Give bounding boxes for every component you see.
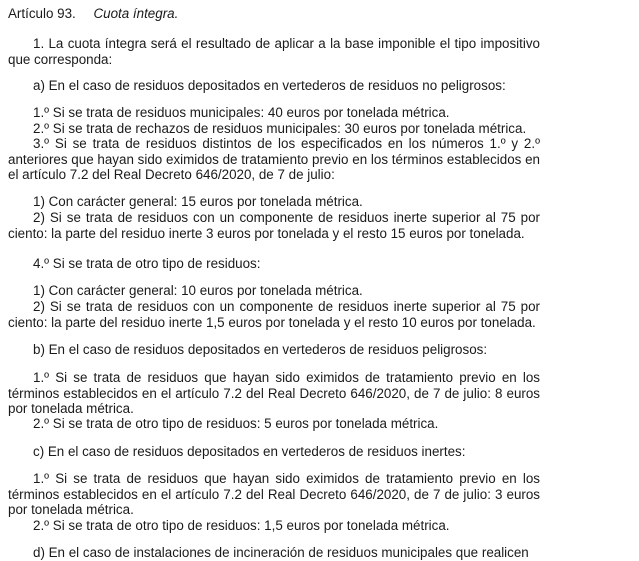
item-b-2: 2.º Si se trata de otro tipo de residuos: 5 euros por tonelada métrica.	[33, 416, 439, 431]
item-a-4-2: 2) Si se trata de residuos con un componente de residuos inerte superior al 75 por ciento: la parte del residuo inerte 1,5 euros por tonelada y el resto 10 euros por tonelada.	[8, 299, 540, 330]
article-number: Artículo 93.	[8, 6, 76, 21]
item-a-4: 4.º Si se trata de otro tipo de residuos:	[33, 256, 261, 271]
paragraph-d: d) En el caso de instalaciones de incineración de residuos municipales que realicen	[33, 545, 529, 560]
article-heading	[8, 6, 540, 22]
item-a-2: 2.º Si se trata de rechazos de residuos municipales: 30 euros por tonelada métrica.	[33, 121, 527, 136]
item-a-1: 1.º Si se trata de residuos municipales: 40 euros por tonelada métrica.	[33, 105, 450, 120]
item-a-3: 3.º Si se trata de residuos distintos de los especificados en los números 1.º y 2.º anteriores que hayan sido eximidos de tratamiento previo en los términos establecidos en el artículo 7.2 del Real Decreto 646/2020, de 7 de julio:	[8, 136, 540, 183]
item-a-3-2: 2) Si se trata de residuos con un componente de residuos inerte superior al 75 por ciento: la parte del residuo inerte 3 euros por tonelada y el resto 15 euros por tonelada.	[8, 210, 540, 241]
item-c-1: 1.º Si se trata de residuos que hayan sido eximidos de tratamiento previo en los términos establecidos en el artículo 7.2 del Real Decreto 646/2020, de 7 de julio: 3 euros por tonelada métrica.	[8, 471, 540, 518]
paragraph-b: b) En el caso de residuos depositados en vertederos de residuos peligrosos:	[33, 342, 488, 357]
item-a-3-1: 1) Con carácter general: 15 euros por tonelada métrica.	[33, 194, 363, 209]
item-a-4-1: 1) Con carácter general: 10 euros por tonelada métrica.	[33, 283, 363, 298]
paragraph-a: a) En el caso de residuos depositados en vertederos de residuos no peligrosos:	[33, 78, 506, 93]
item-c-2: 2.º Si se trata de otro tipo de residuos: 1,5 euros por tonelada métrica.	[33, 518, 450, 533]
item-b-1: 1.º Si se trata de residuos que hayan sido eximidos de tratamiento previo en los términos establecidos en el artículo 7.2 del Real Decreto 646/2020, de 7 de julio: 8 euros por tonelada métrica.	[8, 370, 540, 417]
article-title: Cuota íntegra.	[93, 6, 179, 21]
paragraph-1: 1. La cuota íntegra será el resultado de aplicar a la base imponible el tipo impositivo que corresponda:	[8, 36, 540, 67]
paragraph-c: c) En el caso de residuos depositados en vertederos de residuos inertes:	[33, 444, 466, 459]
